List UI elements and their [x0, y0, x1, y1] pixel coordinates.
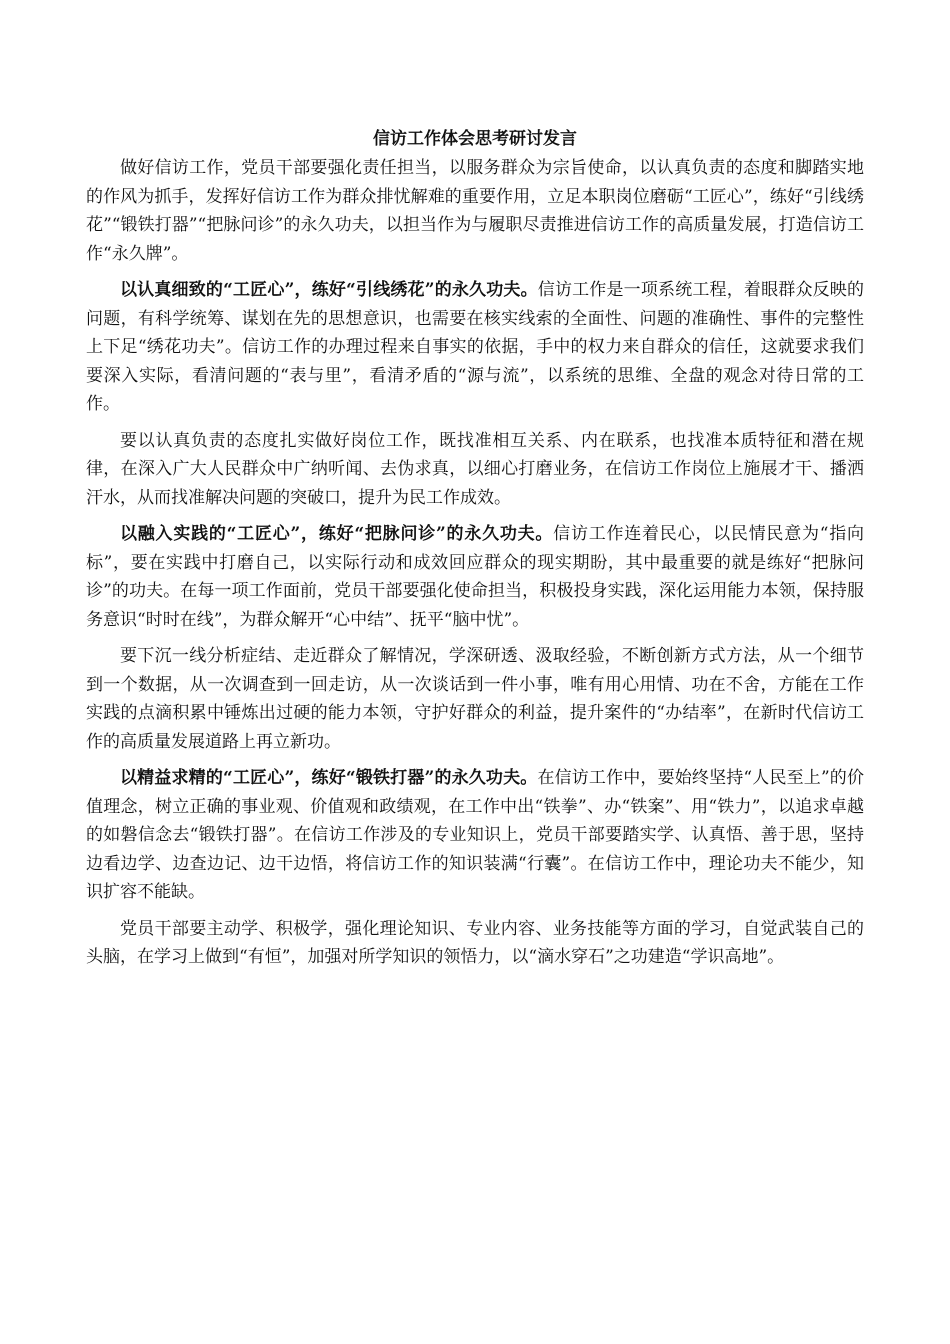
- document-body: [86, 126, 864, 980]
- paragraph-text: 做好信访工作，党员干部要强化责任担当，以服务群众为宗旨使命，以认真负责的态度和脚踏实地的作风为抓手，发挥好信访工作为群众排忧解难的重要作用，立足本职岗位磨砺“工匠心”，练好“引线绣花”“锻铁打器”“把脉问诊”的永久功夫，以担当作为与履职尽责推进信访工作的高质量发展，打造信访工作“永久牌”。: [86, 158, 864, 264]
- paragraph-lead: 以融入实践的“工匠心”，练好“把脉问诊”的永久功夫。: [120, 524, 554, 544]
- paragraph-2: [86, 276, 864, 419]
- paragraph-4: [86, 520, 864, 634]
- paragraph-lead: 以认真细致的“工匠心”，练好“引线绣花”的永久功夫。: [120, 280, 538, 300]
- paragraph-lead: 以精益求精的“工匠心”，练好“锻铁打器”的永久功夫。: [120, 768, 538, 788]
- paragraph-5: [86, 642, 864, 756]
- paragraph-text: 党员干部要主动学、积极学，强化理论知识、专业内容、业务技能等方面的学习，自觉武装自己的头脑，在学习上做到“有恒”，加强对所学知识的领悟力，以“滴水穿石”之功建造“学识高地”。: [86, 918, 864, 967]
- document-title: 信访工作体会思考研讨发言: [373, 129, 577, 149]
- paragraph-text: 在信访工作中，要始终坚持“人民至上”的价值理念，树立正确的事业观、价值观和政绩观，在工作中出“铁拳”、办“铁案”、用“铁力”，以追求卓越的如磐信念去“锻铁打器”。在信访工作涉及的专业知识上，党员干部要踏实学、认真悟、善于思，坚持边看边学、边查边记、边干边悟，将信访工作的知识装满“行囊”。在信访工作中，理论功夫不能少，知识扩容不能缺。: [86, 768, 864, 902]
- paragraph-3: [86, 427, 864, 513]
- paragraph-text: 要以认真负责的态度扎实做好岗位工作，既找准相互关系、内在联系，也找准本质特征和潜在规律，在深入广大人民群众中广纳听闻、去伪求真，以细心打磨业务，在信访工作岗位上施展才干、播洒汗水，从而找准解决问题的突破口，提升为民工作成效。: [86, 430, 864, 508]
- paragraph-text: 信访工作连着民心，以民情民意为“指向标”，要在实践中打磨自己，以实际行动和成效回应群众的现实期盼，其中最重要的就是练好“把脉问诊”的功夫。在每一项工作面前，党员干部要强化使命担当，积极投身实践，深化运用能力本领，保持服务意识“时时在线”，为群众解开“心中结”、抚平“脑中忧”。: [86, 524, 864, 630]
- paragraph-1: [86, 154, 864, 268]
- paragraph-6: [86, 764, 864, 907]
- paragraph-text: 信访工作是一项系统工程，着眼群众反映的问题，有科学统筹、谋划在先的思想意识，也需要在核实线索的全面性、问题的准确性、事件的完整性上下足“绣花功夫”。信访工作的办理过程来自事实的依据，手中的权力来自群众的信任，这就要求我们要深入实际，看清问题的“表与里”，看清矛盾的“源与流”，以系统的思维、全盘的观念对待日常的工作。: [86, 280, 864, 414]
- paragraph-text: 要下沉一线分析症结、走近群众了解情况，学深研透、汲取经验，不断创新方式方法，从一个细节到一个数据，从一次调查到一回走访，从一次谈话到一件小事，唯有用心用情、功在不舍，方能在工作实践的点滴积累中锤炼出过硬的能力本领，守护好群众的利益，提升案件的“办结率”，在新时代信访工作的高质量发展道路上再立新功。: [86, 646, 864, 752]
- paragraph-7: [86, 915, 864, 972]
